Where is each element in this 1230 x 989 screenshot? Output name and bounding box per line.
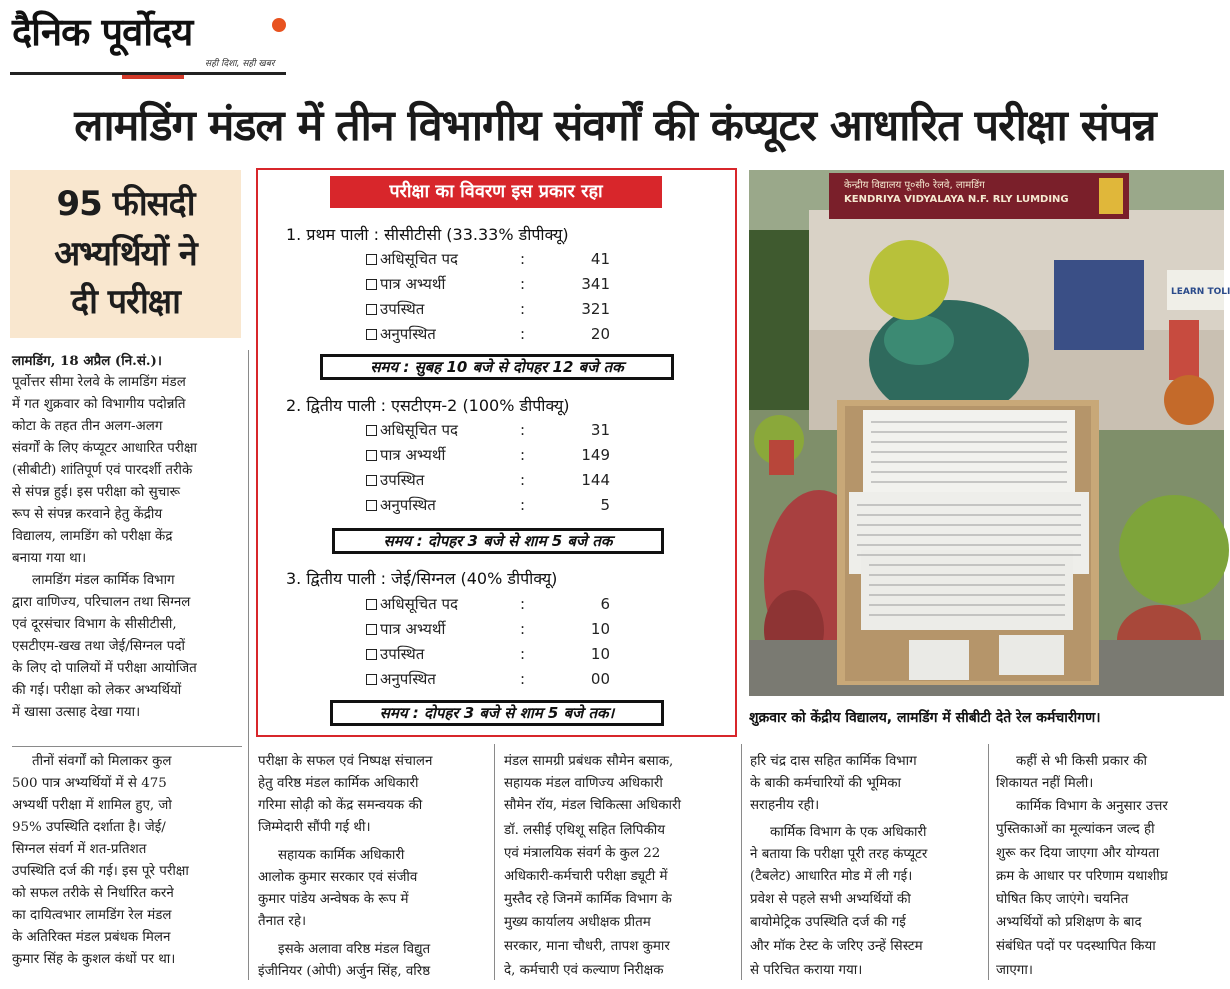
row-colon: : — [520, 300, 526, 318]
article-line: शुरू कर दिया जाएगा और योग्यता — [996, 846, 1160, 861]
checkbox-icon — [366, 450, 377, 461]
article-line: हेतु वरिष्ठ मंडल कार्मिक अधिकारी — [258, 776, 419, 791]
article-line: एसटीएम-खख तथा जेई/सिग्नल पदों — [12, 639, 185, 654]
row-colon: : — [520, 446, 526, 464]
article-line: सहायक कार्मिक अधिकारी — [278, 848, 405, 863]
article-line: कोटा के तहत तीन अलग-अलग — [12, 419, 163, 434]
subheadline-line: अभ्यर्थियों ने — [54, 234, 197, 274]
article-line: में खासा उत्साह देखा गया। — [12, 705, 141, 720]
photo-illustration — [749, 170, 1230, 696]
row-label-eligible: पात्र अभ्यर्थी — [366, 618, 445, 640]
row-label-notified-posts: अधिसूचित पद — [366, 248, 458, 270]
article-line: तैनात रहे। — [258, 914, 307, 929]
newspaper-name: दैनिक पूर्वोदय — [12, 9, 193, 54]
shift-heading: 1. प्रथम पाली : सीसीटीसी (33.33% डीपीक्यू) — [286, 225, 569, 244]
column-rule — [494, 744, 495, 980]
checkbox-icon — [366, 254, 377, 265]
article-line: से परिचित कराया गया। — [750, 963, 863, 978]
checkbox-icon — [366, 475, 377, 486]
exam-details-box — [256, 168, 737, 737]
article-line: की गई। परीक्षा को लेकर अभ्यर्थियों — [12, 683, 182, 698]
row-label-eligible: पात्र अभ्यर्थी — [366, 273, 445, 295]
row-colon: : — [520, 421, 526, 439]
article-line: कार्मिक विभाग के एक अधिकारी — [770, 825, 927, 840]
row-label-absent: अनुपस्थित — [366, 494, 436, 516]
article-line: विद्यालय, लामडिंग को परीक्षा केंद्र — [12, 529, 173, 544]
article-line: हरि चंद्र दास सहित कार्मिक विभाग — [750, 754, 917, 769]
masthead-logo-dot — [272, 18, 286, 32]
article-line: के लिए दो पालियों में परीक्षा आयोजित — [12, 661, 197, 676]
article-line: कुमार पांडेय अन्वेषक के रूप में — [258, 892, 409, 907]
row-value: 149 — [581, 446, 610, 464]
article-line: रूप से संपन्न करवाने हेतु केंद्रीय — [12, 507, 163, 522]
article-line: का दायित्वभार लामडिंग रेल मंडल — [12, 908, 172, 923]
row-label-present: उपस्थित — [366, 643, 424, 665]
checkbox-icon — [366, 500, 377, 511]
shift-heading: 2. द्वितीय पाली : एसटीएम-2 (100% डीपीक्यू) — [286, 396, 570, 415]
article-line: से संपन्न हुई। इस परीक्षा को सुचारू — [12, 485, 181, 500]
article-line: 95% उपस्थिति दर्शाता है। जेई/ — [12, 820, 166, 835]
sign-hindi-text: केन्द्रीय विद्यालय पू०सी० रेलवे, लामडिंग — [844, 180, 985, 191]
news-photo — [749, 170, 1230, 696]
row-colon: : — [520, 595, 526, 613]
article-line: सरकार, माना चौधरी, तापश कुमार — [504, 939, 670, 954]
article-line: (सीबीटी) शांतिपूर्ण एवं पारदर्शी तरीके — [12, 463, 193, 478]
checkbox-icon — [366, 279, 377, 290]
article-line: कहीं से भी किसी प्रकार की — [1016, 754, 1147, 769]
shift-heading: 3. द्वितीय पाली : जेई/सिग्नल (40% डीपीक्यू) — [286, 569, 558, 588]
article-line: लामडिंग मंडल कार्मिक विभाग — [32, 573, 175, 588]
subheadline-line: दी परीक्षा — [71, 282, 180, 322]
article-line: गरिमा सोढ़ी को केंद्र समन्वयक की — [258, 798, 423, 813]
article-line: मंडल सामग्री प्रबंधक सौमेन बसाक, — [504, 754, 674, 769]
row-colon: : — [520, 620, 526, 638]
article-line: अभ्यर्थी परीक्षा में शामिल हुए, जो — [12, 798, 172, 813]
article-line: कुमार सिंह के कुशल कंधों पर था। — [12, 952, 176, 967]
article-line: जाएगा। — [996, 963, 1033, 978]
article-line: कार्मिक विभाग के अनुसार उत्तर — [1016, 799, 1168, 814]
sign-english-text: KENDRIYA VIDYALAYA N.F. RLY LUMDING — [844, 194, 1069, 205]
checkbox-icon — [366, 674, 377, 685]
row-label-present: उपस्थित — [366, 298, 424, 320]
row-label-notified-posts: अधिसूचित पद — [366, 419, 458, 441]
row-value: 6 — [600, 595, 610, 613]
article-line: पुस्तिकाओं का मूल्यांकन जल्द ही — [996, 822, 1155, 837]
article-line: प्रवेश से पहले सभी अभ्यर्थियों की — [750, 892, 911, 907]
article-line: इंजीनियर (ओपी) अर्जुन सिंह, वरिष्ठ — [258, 964, 431, 979]
article-line: जिम्मेदारी सौंपी गई थी। — [258, 820, 371, 835]
row-colon: : — [520, 325, 526, 343]
row-value: 10 — [590, 645, 610, 663]
article-line: अधिकारी-कर्मचारी परीक्षा ड्यूटी में — [504, 869, 668, 884]
dateline: लामडिंग, 18 अप्रैल (नि.सं.)। — [12, 353, 162, 369]
checkbox-icon — [366, 425, 377, 436]
row-colon: : — [520, 250, 526, 268]
row-value: 5 — [600, 496, 610, 514]
column-rule — [248, 350, 249, 980]
checkbox-icon — [366, 599, 377, 610]
row-label-absent: अनुपस्थित — [366, 323, 436, 345]
article-line: तीनों संवर्गों को मिलाकर कुल — [32, 754, 172, 769]
newspaper-tagline: सही दिशा, सही खबर — [205, 59, 275, 69]
row-colon: : — [520, 645, 526, 663]
article-line: सौमेन रॉय, मंडल चिकित्सा अधिकारी — [504, 798, 681, 813]
article-line: सहायक मंडल वाणिज्य अधिकारी — [504, 776, 663, 791]
article-line: परीक्षा के सफल एवं निष्पक्ष संचालन — [258, 754, 433, 769]
checkbox-icon — [366, 304, 377, 315]
row-value: 144 — [581, 471, 610, 489]
article-line: संवर्गों के लिए कंप्यूटर आधारित परीक्षा — [12, 441, 197, 456]
row-value: 20 — [590, 325, 610, 343]
article-line: घोषित किए जाएंगे। चयनित — [996, 892, 1129, 907]
checkbox-icon — [366, 649, 377, 660]
article-line: सराहनीय रही। — [750, 798, 820, 813]
checkbox-icon — [366, 624, 377, 635]
article-line: और मॉक टेस्ट के जरिए उन्हें सिस्टम — [750, 939, 923, 954]
exam-box-title: परीक्षा का विवरण इस प्रकार रहा — [330, 176, 662, 208]
column-rule — [988, 744, 989, 980]
article-line: मुस्तैद रहे जिनमें कार्मिक विभाग के — [504, 892, 672, 907]
subheadline-box — [10, 170, 241, 338]
side-sign-text: LEARN TOLI — [1171, 287, 1230, 297]
row-label-eligible: पात्र अभ्यर्थी — [366, 444, 445, 466]
article-line: डॉ. लसीई एथिशू सहित लिपिकीय — [504, 823, 666, 838]
row-label-present: उपस्थित — [366, 469, 424, 491]
masthead-accent-bar — [122, 75, 184, 79]
row-colon: : — [520, 275, 526, 293]
subheadline-line: 95 फीसदी — [56, 184, 195, 224]
article-line: बायोमेट्रिक उपस्थिति दर्ज की गई — [750, 915, 906, 930]
article-line: एवं मंत्रालयिक संवर्ग के कुल 22 — [504, 846, 661, 861]
article-line: संबंधित पदों पर पदस्थापित किया — [996, 939, 1156, 954]
article-line: द्वारा वाणिज्य, परिचालन तथा सिग्नल — [12, 595, 191, 610]
article-line: पूर्वोत्तर सीमा रेलवे के लामडिंग मंडल — [12, 375, 186, 390]
article-line: (टैबलेट) आधारित मोड में ली गई। — [750, 869, 913, 884]
article-line: ने बताया कि परीक्षा पूरी तरह कंप्यूटर — [750, 847, 928, 862]
article-line: एवं दूरसंचार विभाग के सीसीटीसी, — [12, 617, 177, 632]
shift-time: समय : दोपहर 3 बजे से शाम 5 बजे तक — [332, 528, 664, 554]
article-line: को सफल तरीके से निर्धारित करने — [12, 886, 174, 901]
article-line: अभ्यर्थियों को प्रशिक्षण के बाद — [996, 915, 1142, 930]
row-label-notified-posts: अधिसूचित पद — [366, 593, 458, 615]
article-line: दे, कर्मचारी एवं कल्याण निरीक्षक — [504, 963, 664, 978]
row-colon: : — [520, 471, 526, 489]
article-line: आलोक कुमार सरकार एवं संजीव — [258, 870, 418, 885]
article-line: क्रम के आधार पर परिणाम यथाशीघ्र — [996, 869, 1168, 884]
row-value: 341 — [581, 275, 610, 293]
article-line: 500 पात्र अभ्यर्थियों में से 475 — [12, 776, 167, 791]
article-line: इसके अलावा वरिष्ठ मंडल विद्युत — [278, 942, 431, 957]
row-colon: : — [520, 496, 526, 514]
row-value: 31 — [590, 421, 610, 439]
row-value: 00 — [590, 670, 610, 688]
shift-time: समय : सुबह 10 बजे से दोपहर 12 बजे तक — [320, 354, 674, 380]
article-line: सिग्नल संवर्ग में शत-प्रतिशत — [12, 842, 147, 857]
row-value: 10 — [590, 620, 610, 638]
row-value: 321 — [581, 300, 610, 318]
row-colon: : — [520, 670, 526, 688]
article-line: शिकायत नहीं मिली। — [996, 776, 1094, 791]
row-value: 41 — [590, 250, 610, 268]
column-divider — [12, 746, 242, 747]
checkbox-icon — [366, 329, 377, 340]
article-line: उपस्थिति दर्ज की गई। इस पूरे परीक्षा — [12, 864, 189, 879]
headline: लामडिंग मंडल में तीन विभागीय संवर्गों की कंप्यूटर आधारित परीक्षा संपन्न — [74, 101, 1156, 151]
article-line: मुख्य कार्यालय अधीक्षक प्रीतम — [504, 915, 651, 930]
article-line: के बाकी कर्मचारियों की भूमिका — [750, 776, 902, 791]
photo-caption: शुक्रवार को केंद्रीय विद्यालय, लामडिंग में सीबीटी देते रेल कर्मचारीगण। — [749, 710, 1101, 726]
article-line: बनाया गया था। — [12, 551, 87, 566]
article-line: के अतिरिक्त मंडल प्रबंधक मिलन — [12, 930, 171, 945]
article-line: में गत शुक्रवार को विभागीय पदोन्नति — [12, 397, 186, 412]
row-label-absent: अनुपस्थित — [366, 668, 436, 690]
column-rule — [741, 744, 742, 980]
masthead — [10, 8, 290, 72]
shift-time: समय : दोपहर 3 बजे से शाम 5 बजे तक। — [330, 700, 664, 726]
